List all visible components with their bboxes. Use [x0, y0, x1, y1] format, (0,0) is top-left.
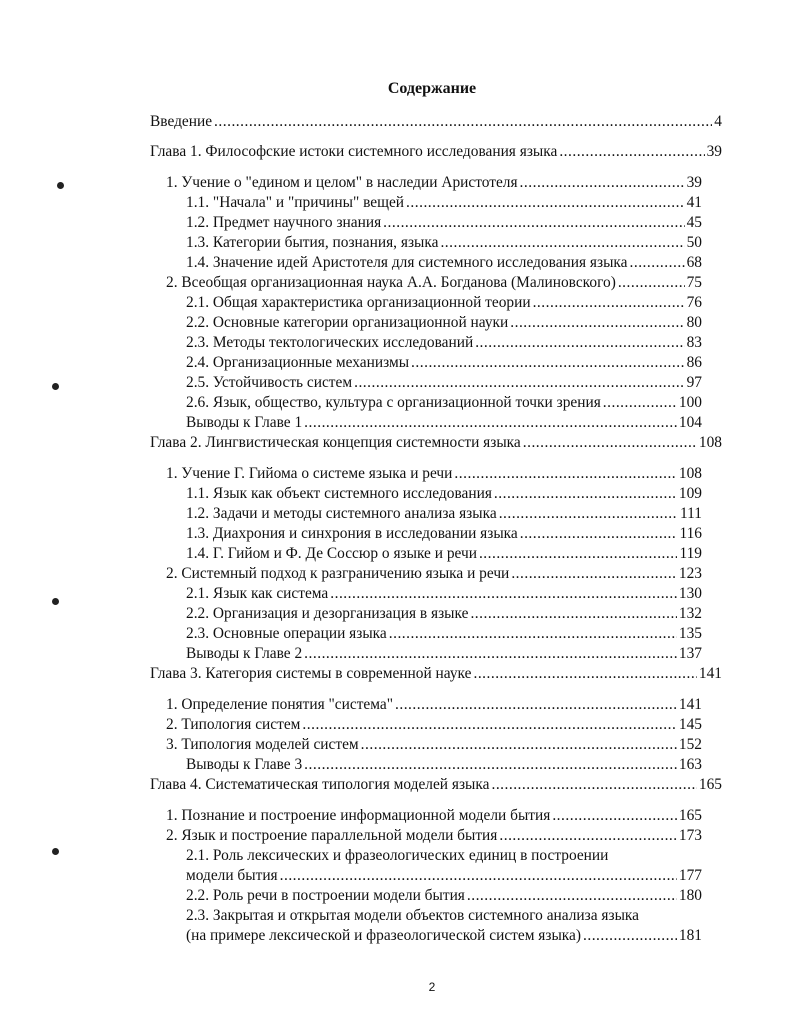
toc-entry-label: Выводы к Главе 1	[186, 414, 303, 431]
dot-leader	[475, 333, 684, 353]
toc-entry-label: 2.3. Методы тектологических исследований	[186, 334, 474, 351]
toc-entry	[150, 564, 722, 584]
toc-entry	[150, 173, 722, 193]
toc-entry-label: Глава 2. Лингвистическая концепция системности языка	[150, 434, 521, 451]
toc-entry-page: 173	[678, 827, 702, 844]
toc-entry-page: 108	[698, 434, 722, 451]
dot-leader	[470, 604, 676, 624]
toc-entry-line	[150, 715, 722, 735]
toc-entry	[150, 313, 722, 333]
toc-entry-label: 2.3. Основные операции языка	[186, 625, 387, 642]
toc-entry	[150, 906, 722, 946]
toc-entry	[150, 826, 722, 846]
toc-entry-line	[150, 524, 722, 544]
toc-entry	[150, 775, 722, 795]
toc-entry-label: 1.1. Язык как объект системного исследования	[186, 485, 492, 502]
toc-entry-line	[150, 393, 722, 413]
toc-entry-line	[150, 193, 722, 213]
toc-entry-line	[150, 433, 722, 453]
dot-leader	[304, 413, 677, 433]
dot-leader	[473, 664, 696, 684]
toc-entry-label: 2.2. Основные категории организационной науки	[186, 314, 509, 331]
dot-leader	[302, 715, 676, 735]
scan-speck-icon	[52, 383, 59, 390]
toc-entry-line	[150, 233, 722, 253]
dot-leader	[389, 624, 677, 644]
toc-entry-label: 2.4. Организационные механизмы	[186, 354, 410, 371]
toc-entry	[150, 413, 722, 433]
toc-entry-page: 100	[678, 394, 702, 411]
dot-leader	[499, 504, 678, 524]
dot-leader	[479, 544, 678, 564]
toc-entry	[150, 142, 722, 162]
toc-entry-line	[150, 353, 722, 373]
dot-leader	[395, 695, 677, 715]
dot-leader	[520, 524, 678, 544]
page-number: 2	[428, 980, 436, 994]
toc-entry-label: 2. Системный подход к разграничению языка и речи	[166, 565, 510, 582]
dot-leader	[214, 112, 712, 132]
toc-entry-label: 2.6. Язык, общество, культура с организационной точки зрения	[186, 394, 601, 411]
toc-entry-label: 1.2. Предмет научного знания	[186, 214, 382, 231]
dot-leader	[304, 755, 677, 775]
toc-entry	[150, 213, 722, 233]
toc-entry-page: 104	[678, 414, 702, 431]
toc-entry-page: 116	[679, 525, 702, 542]
toc-entry-line	[150, 624, 722, 644]
toc-entry-label: 1. Учение Г. Гийома о системе языка и речи	[166, 465, 453, 482]
toc-entry-line	[150, 504, 722, 524]
toc-entry-page: 41	[686, 194, 702, 211]
toc-entry-label: 1.4. Значение идей Аристотеля для системного исследования языка	[186, 254, 628, 271]
scan-speck-icon	[52, 848, 59, 855]
toc-entry	[150, 715, 722, 735]
toc-entry-page: 4	[714, 113, 722, 130]
toc-entry-page: 68	[686, 254, 702, 271]
toc-entry-line	[150, 313, 722, 333]
toc-entry-page: 152	[678, 736, 702, 753]
toc-entry-page: 165	[678, 807, 702, 824]
dot-leader	[552, 806, 677, 826]
toc-entry	[150, 735, 722, 755]
toc-entry-page: 45	[686, 214, 702, 231]
toc-entry-label: 1.3. Категории бытия, познания, языка	[186, 234, 439, 251]
toc-entry-line	[150, 213, 722, 233]
dot-leader	[583, 926, 677, 946]
toc-entry-line	[150, 644, 722, 664]
toc-entry-label: 1.2. Задачи и методы системного анализа языка	[186, 505, 497, 522]
toc-entry-line	[150, 273, 722, 293]
toc-entry-label: (на примере лексической и фразеологической систем языка)	[186, 927, 582, 944]
toc-entry-page: 177	[678, 867, 702, 884]
toc-entry-page: 86	[686, 354, 702, 371]
toc-entry-label: Выводы к Главе 2	[186, 645, 303, 662]
dot-leader	[559, 142, 704, 162]
table-of-contents	[150, 112, 722, 946]
dot-leader	[510, 313, 684, 333]
toc-entry-line	[150, 484, 722, 504]
dot-leader	[499, 826, 677, 846]
toc-entry	[150, 464, 722, 484]
toc-entry-line	[150, 755, 722, 775]
toc-entry	[150, 253, 722, 273]
toc-entry	[150, 193, 722, 213]
toc-entry-label: 2.1. Общая характеристика организационной теории	[186, 294, 531, 311]
toc-entry-line	[150, 775, 722, 795]
toc-entry-label: 2.5. Устойчивость систем	[186, 374, 353, 391]
toc-entry-label: 1.4. Г. Гийом и Ф. Де Соссюр о языке и речи	[186, 545, 477, 562]
toc-entry-line	[150, 806, 722, 826]
dot-leader	[411, 353, 685, 373]
toc-entry-label: 2.2. Организация и дезорганизация в языке	[186, 605, 469, 622]
toc-entry-line	[150, 735, 722, 755]
toc-entry	[150, 644, 722, 664]
toc-entry-page: 75	[686, 274, 702, 291]
toc-entry-line	[150, 926, 722, 946]
toc-entry-label: Глава 3. Категория системы в современной науке	[150, 665, 472, 682]
toc-entry-page: 76	[686, 294, 702, 311]
toc-entry-line	[150, 695, 722, 715]
toc-entry	[150, 695, 722, 715]
toc-entry-line	[150, 584, 722, 604]
toc-entry-page: 108	[678, 465, 702, 482]
dot-leader	[533, 293, 685, 313]
dot-leader	[361, 735, 677, 755]
toc-entry-page: 180	[678, 887, 702, 904]
toc-entry-line	[150, 826, 722, 846]
toc-entry	[150, 393, 722, 413]
dot-leader	[406, 193, 685, 213]
toc-entry	[150, 353, 722, 373]
toc-entry-line	[150, 373, 722, 393]
toc-entry	[150, 504, 722, 524]
toc-entry-label: 2. Всеобщая организационная наука А.А. Богданова (Малиновского)	[166, 274, 616, 291]
toc-entry-page: 39	[706, 143, 722, 160]
toc-entry	[150, 524, 722, 544]
toc-entry	[150, 755, 722, 775]
dot-leader	[330, 584, 677, 604]
toc-entry-label: 2.2. Роль речи в построении модели бытия	[186, 887, 465, 904]
toc-entry-first-line	[150, 906, 722, 926]
toc-entry-first-line	[150, 846, 722, 866]
toc-entry-label: 2.3. Закрытая и открытая модели объектов системного анализа языка	[186, 907, 639, 924]
toc-entry-line	[150, 173, 722, 193]
toc-entry-page: 181	[678, 927, 702, 944]
toc-entry-page: 111	[680, 505, 702, 522]
toc-entry-page: 141	[698, 665, 722, 682]
toc-entry-line	[150, 604, 722, 624]
toc-entry	[150, 664, 722, 684]
toc-entry	[150, 333, 722, 353]
toc-entry-line	[150, 464, 722, 484]
toc-entry-label: 1.1. "Начала" и "причины" вещей	[186, 194, 405, 211]
toc-entry-page: 83	[686, 334, 702, 351]
toc-entry-line	[150, 142, 722, 162]
dot-leader	[354, 373, 685, 393]
dot-leader	[440, 233, 684, 253]
toc-entry-page: 80	[686, 314, 702, 331]
toc-entry-page: 123	[678, 565, 702, 582]
toc-entry	[150, 846, 722, 886]
toc-entry	[150, 273, 722, 293]
toc-entry-line	[150, 413, 722, 433]
toc-entry-label: 2. Язык и построение параллельной модели бытия	[166, 827, 498, 844]
toc-entry-page: 109	[678, 485, 702, 502]
toc-entry-line	[150, 886, 722, 906]
toc-entry-label: 1. Учение о "едином и целом" в наследии Аристотеля	[166, 174, 518, 191]
toc-entry-label: модели бытия	[186, 867, 278, 884]
toc-entry-page: 50	[686, 234, 702, 251]
toc-entry-page: 135	[678, 625, 702, 642]
toc-entry-page: 145	[678, 716, 702, 733]
toc-entry-line	[150, 293, 722, 313]
toc-title: Содержание	[387, 80, 477, 97]
toc-entry	[150, 373, 722, 393]
dot-leader	[454, 464, 676, 484]
dot-leader	[491, 775, 696, 795]
toc-entry-line	[150, 112, 722, 132]
toc-entry	[150, 544, 722, 564]
toc-entry-label: 3. Типология моделей систем	[166, 736, 359, 753]
toc-entry-label: 1. Определение понятия "система"	[166, 696, 394, 713]
toc-entry-label: 2. Типология систем	[166, 716, 301, 733]
toc-entry-line	[150, 564, 722, 584]
toc-entry	[150, 584, 722, 604]
toc-entry	[150, 604, 722, 624]
toc-entry-label: 2.1. Язык как система	[186, 585, 329, 602]
toc-entry-line	[150, 664, 722, 684]
toc-entry-page: 137	[678, 645, 702, 662]
toc-entry-label: Выводы к Главе 3	[186, 756, 303, 773]
toc-entry-label: 1. Познание и построение информационной модели бытия	[166, 807, 551, 824]
dot-leader	[383, 213, 684, 233]
toc-entry-label: Введение	[150, 113, 213, 130]
toc-entry-line	[150, 253, 722, 273]
dot-leader	[520, 173, 685, 193]
dot-leader	[280, 866, 677, 886]
toc-entry	[150, 806, 722, 826]
toc-entry-page: 165	[698, 776, 722, 793]
toc-entry	[150, 433, 722, 453]
dot-leader	[467, 886, 677, 906]
toc-entry	[150, 624, 722, 644]
toc-entry-line	[150, 333, 722, 353]
toc-entry-page: 39	[686, 174, 702, 191]
scan-speck-icon	[57, 182, 64, 189]
toc-entry-page: 132	[678, 605, 702, 622]
toc-entry-page: 141	[678, 696, 702, 713]
toc-entry-label: Глава 1. Философские истоки системного исследования языка	[150, 143, 558, 160]
toc-entry	[150, 112, 722, 132]
toc-entry-label: Глава 4. Систематическая типология моделей языка	[150, 776, 490, 793]
toc-entry-page: 97	[686, 374, 702, 391]
toc-entry	[150, 293, 722, 313]
toc-entry-page: 163	[678, 756, 702, 773]
toc-entry-page: 119	[679, 545, 702, 562]
dot-leader	[618, 273, 685, 293]
dot-leader	[523, 433, 697, 453]
toc-entry-label: 1.3. Диахрония и синхрония в исследовании языка	[186, 525, 518, 542]
dot-leader	[630, 253, 685, 273]
toc-entry	[150, 886, 722, 906]
toc-entry	[150, 233, 722, 253]
dot-leader	[603, 393, 677, 413]
toc-entry-label: 2.1. Роль лексических и фразеологических единиц в построении	[186, 847, 609, 864]
toc-entry-line	[150, 544, 722, 564]
dot-leader	[494, 484, 677, 504]
dot-leader	[511, 564, 677, 584]
toc-entry	[150, 484, 722, 504]
scan-speck-icon	[52, 598, 59, 605]
dot-leader	[304, 644, 677, 664]
toc-entry-line	[150, 866, 722, 886]
toc-entry-page: 130	[678, 585, 702, 602]
